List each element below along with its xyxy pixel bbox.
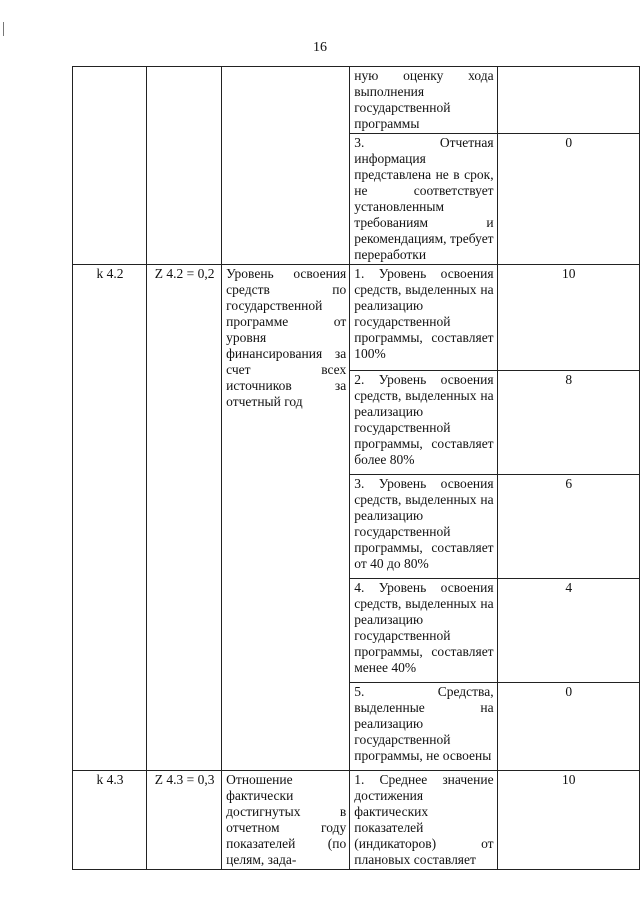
weight-cell: Z 4.2 = 0,2	[147, 265, 222, 771]
margin-mark	[3, 22, 4, 36]
score-cell	[497, 67, 639, 134]
score-cell: 0	[497, 683, 639, 771]
condition-cell: 3. Отчетная информация представлена не в срок, не соответствует установленным требованиям и рекомендациям, требует переработки	[350, 134, 497, 265]
condition-cell: 5. Средства, выделенные на реализацию государственной программы, не освоены	[350, 683, 497, 771]
weight-cell	[147, 67, 222, 265]
condition-cell: 1. Среднее значение достижения фактических показателей (индикаторов) от плановых составляет	[350, 771, 497, 870]
condition-cell: 3. Уровень освоения средств, выделенных на реализацию государственной программы, составляет от 40 до 80%	[350, 475, 497, 579]
score-cell: 0	[497, 134, 639, 265]
table-row	[73, 67, 640, 134]
score-cell: 10	[497, 265, 639, 371]
condition-cell: 2. Уровень освоения средств, выделенных на реализацию государственной программы, составляет более 80%	[350, 371, 497, 475]
score-cell: 4	[497, 579, 639, 683]
condition-cell: 1. Уровень освоения средств, выделенных на реализацию государственной программы, составляет 100%	[350, 265, 497, 371]
weight-cell: Z 4.3 = 0,3	[147, 771, 222, 870]
criterion-cell: Отношение фактически достигнутых в отчетном году показателей (по целям, зада-	[222, 771, 350, 870]
condition-cell: 4. Уровень освоения средств, выделенных на реализацию государственной программы, составляет менее 40%	[350, 579, 497, 683]
criterion-cell	[222, 67, 350, 265]
table-row	[73, 265, 640, 371]
condition-cell: ную оценку хода выполнения государственной программы	[350, 67, 497, 134]
score-cell: 10	[497, 771, 639, 870]
code-cell	[73, 67, 147, 265]
code-cell: k 4.2	[73, 265, 147, 771]
criterion-cell: Уровень освоения средств по государственной программе от уровня финансирования за счет всех источников за отчетный год	[222, 265, 350, 771]
score-cell: 6	[497, 475, 639, 579]
code-cell: k 4.3	[73, 771, 147, 870]
criteria-table	[72, 66, 640, 870]
table-row	[73, 771, 640, 870]
score-cell: 8	[497, 371, 639, 475]
page-number: 16	[313, 40, 327, 55]
